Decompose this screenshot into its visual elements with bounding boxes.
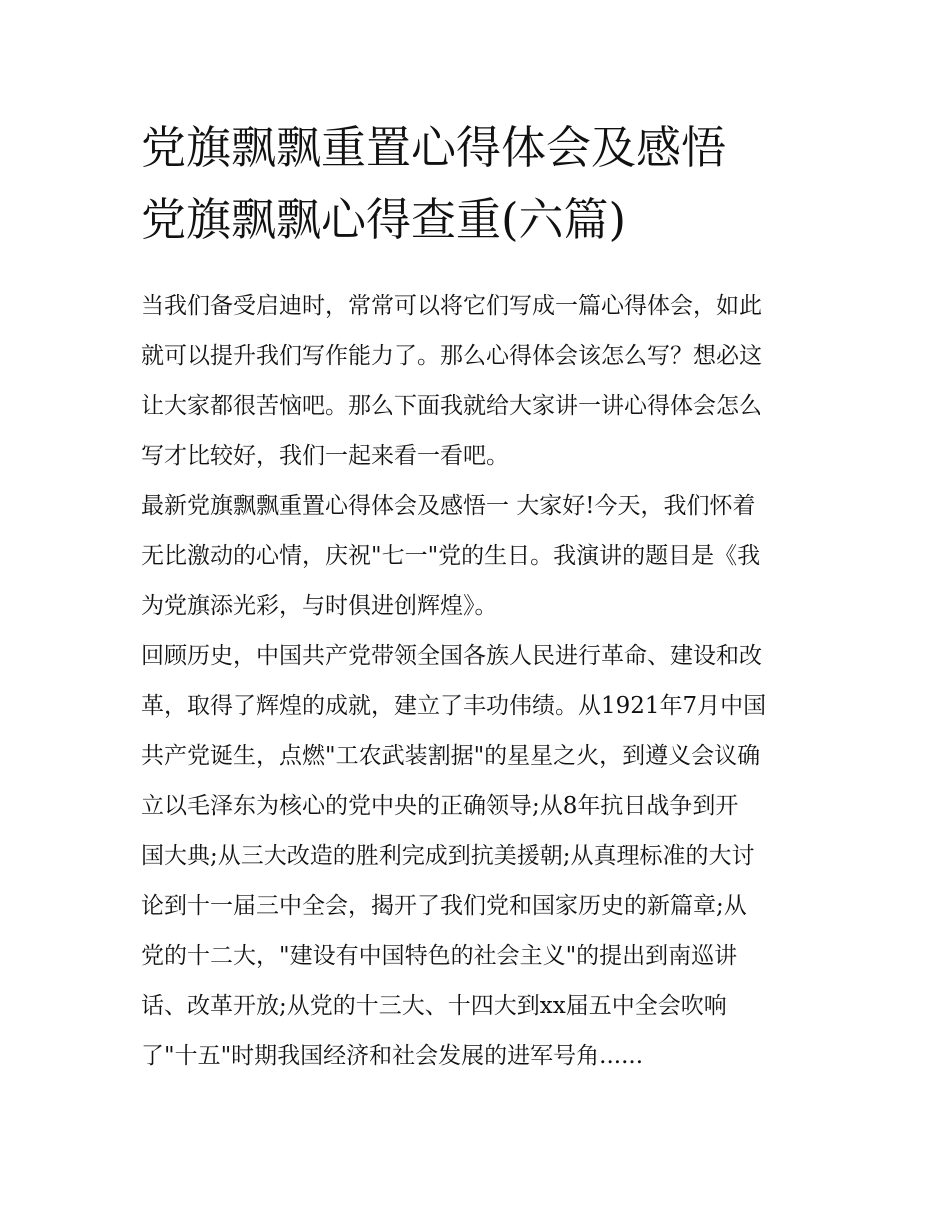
text-line: 立以毛泽东为核心的党中央的正确领导;从8年抗日战争到开 [141, 793, 739, 819]
text-line: 当我们备受启迪时，常常可以将它们写成一篇心得体会，如此 [141, 293, 762, 319]
document-content [141, 112, 813, 1081]
intro-paragraph [141, 281, 813, 481]
document-body [141, 281, 813, 1081]
text-line: 就可以提升我们写作能力了。那么心得体会该怎么写？想必这 [141, 343, 762, 369]
text-line: 最新党旗飘飘重置心得体会及感悟一 大家好!今天，我们怀着 [141, 493, 756, 519]
text-line: 国大典;从三大改造的胜利完成到抗美援朝;从真理标准的大讨 [141, 843, 755, 869]
text-line: 话、改革开放;从党的十三大、十四大到xx届五中全会吹响 [141, 993, 727, 1019]
text-line: 共产党诞生，点燃"工农武装割据"的星星之火，到遵义会议确 [141, 743, 761, 769]
text-line: 党的十二大，"建设有中国特色的社会主义"的提出到南巡讲 [141, 943, 738, 969]
text-line: 无比激动的心情，庆祝"七一"党的生日。我演讲的题目是《我 [141, 543, 761, 569]
text-line: 论到十一届三中全会，揭开了我们党和国家历史的新篇章;从 [141, 893, 747, 919]
section-one-paragraph [141, 481, 813, 631]
text-line: 回顾历史，中国共产党带领全国各族人民进行革命、建设和改 [141, 643, 762, 669]
text-line: 了"十五"时期我国经济和社会发展的进军号角...... [141, 1043, 644, 1069]
text-line: 写才比较好，我们一起来看一看吧。 [141, 443, 509, 469]
text-line: 让大家都很苦恼吧。那么下面我就给大家讲一讲心得体会怎么 [141, 393, 762, 419]
title-line: 党旗飘飘重置心得体会及感悟 [141, 121, 727, 174]
text-line: 革，取得了辉煌的成就，建立了丰功伟绩。从1921年7月中国 [141, 693, 767, 719]
title-line: 党旗飘飘心得查重(六篇) [141, 193, 627, 246]
text-line: 为党旗添光彩，与时俱进创辉煌》。 [141, 593, 498, 619]
history-paragraph [141, 631, 813, 1081]
document-title [141, 112, 813, 256]
